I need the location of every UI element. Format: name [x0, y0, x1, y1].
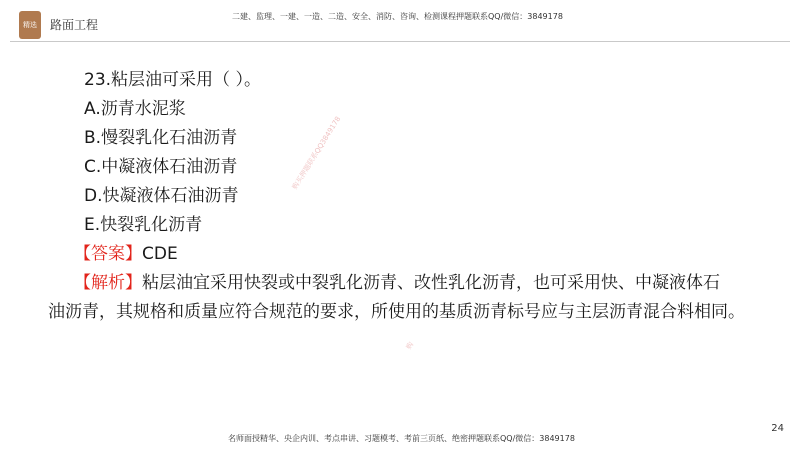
section-title: 路面工程: [50, 18, 99, 32]
header-divider: [10, 41, 790, 42]
watermark-fragment: 购: [404, 340, 416, 351]
option-d: D.快凝液体石油沥青: [84, 186, 239, 206]
brand-logo: [19, 11, 41, 39]
answer-value: CDE: [142, 244, 178, 264]
answer-row: [74, 240, 774, 269]
option-c: C.中凝液体石油沥青: [84, 157, 238, 177]
analysis-text-line1: 粘层油宜采用快裂或中裂乳化沥青、改性乳化沥青，也可采用快、中凝液体石: [142, 273, 720, 293]
analysis-label: 【解析】: [74, 273, 142, 293]
answer-label: 【答案】: [74, 244, 142, 264]
option-b: B.慢裂乳化石油沥青: [84, 128, 238, 148]
logo-text: 精选: [23, 20, 37, 29]
analysis-text-line2: 油沥青，其规格和质量应符合规范的要求，所使用的基质沥青标号应与主层沥青混合料相同。: [48, 302, 745, 322]
question-stem: 23.粘层油可采用（ ）。: [84, 70, 261, 90]
footer-contact-note: 名师面授精华、央企内训、考点串讲、习题模考、考前三页纸、绝密押题联系QQ/微信：3849178: [228, 434, 575, 443]
option-a: A.沥青水泥浆: [84, 99, 186, 119]
page-number: 24: [771, 423, 784, 434]
header-contact-note: 二建、监理、一建、一造、二造、安全、消防、咨询、检测课程押题联系QQ/微信：3849178: [232, 12, 563, 21]
question-block: [48, 66, 774, 327]
analysis-row: [74, 269, 774, 298]
watermark-diagonal: 购买押题联系QQ3849178: [290, 115, 343, 191]
option-e: E.快裂乳化沥青: [84, 215, 203, 235]
